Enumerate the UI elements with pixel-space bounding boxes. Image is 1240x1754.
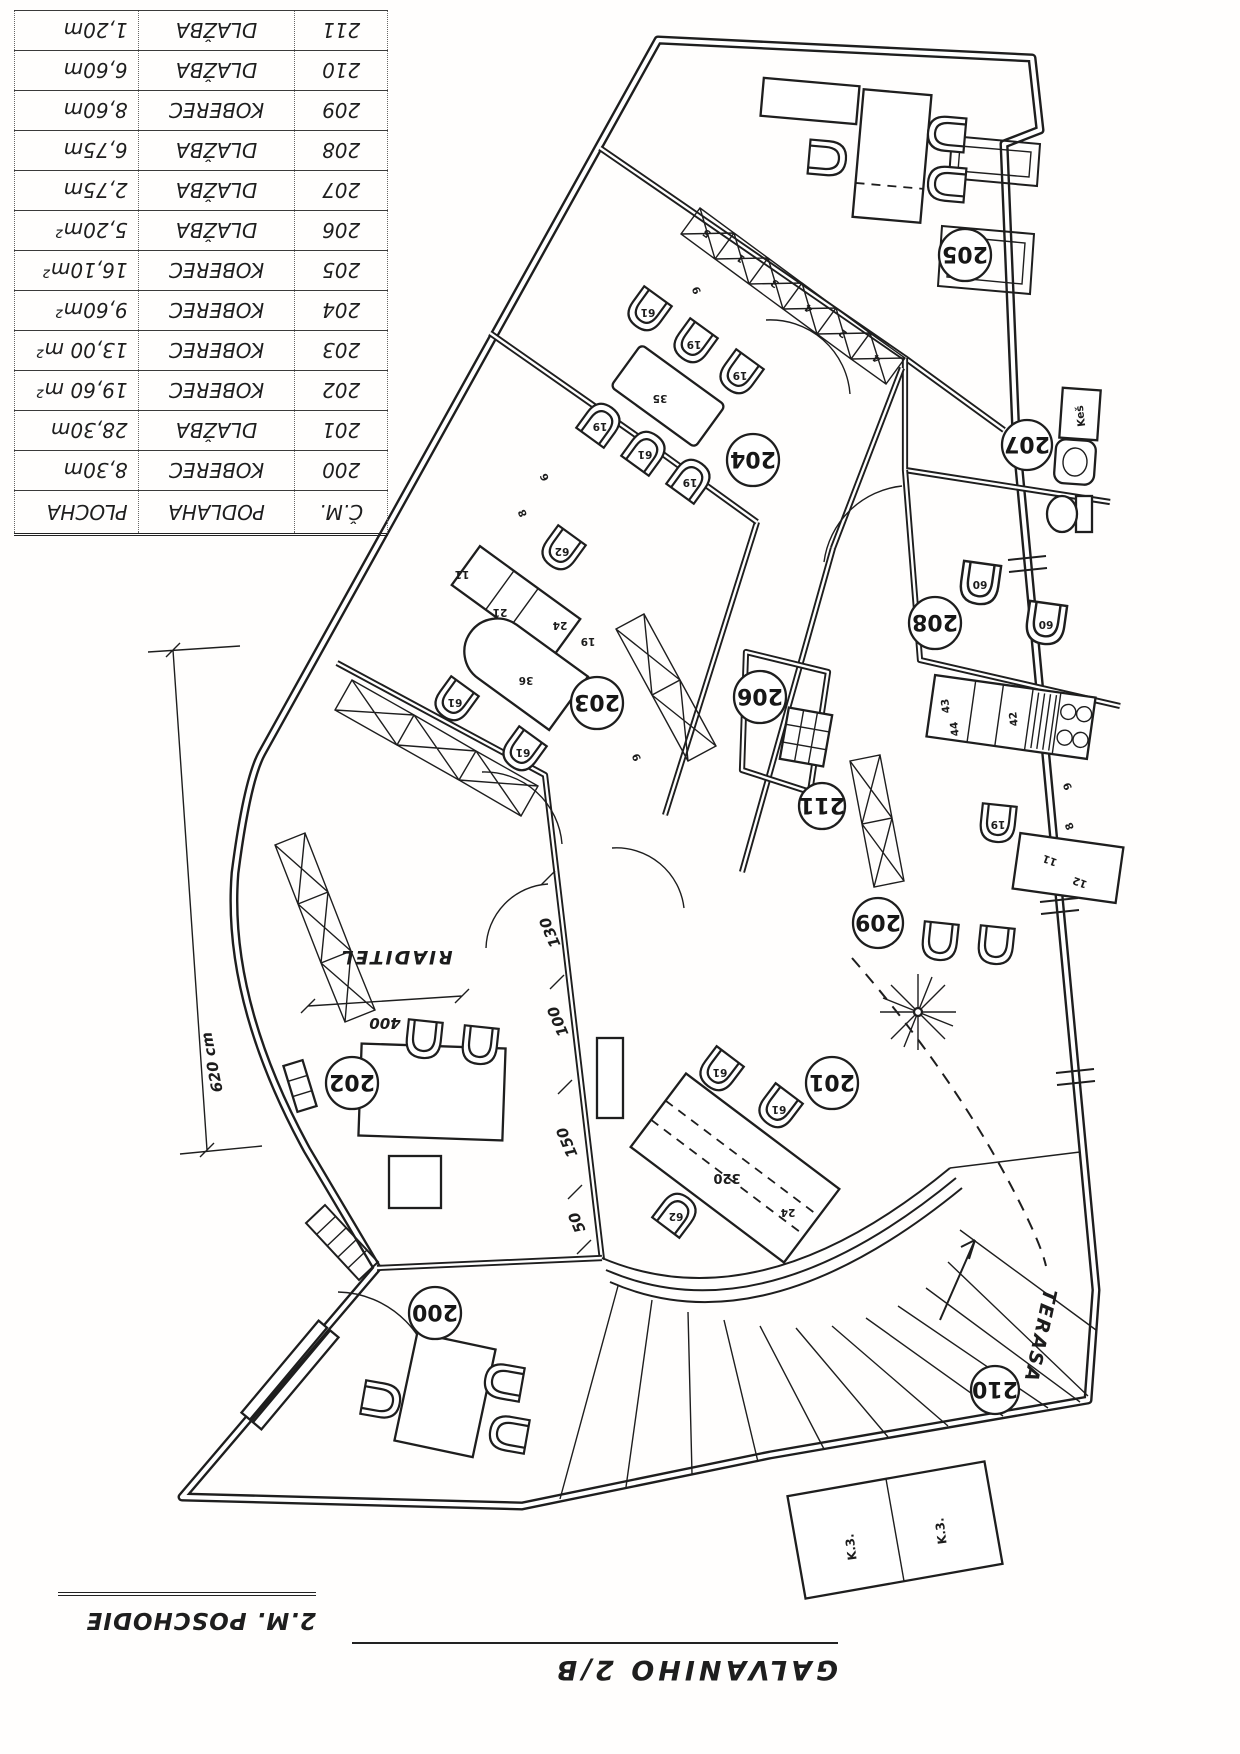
room-number-208: 208 [912,609,958,634]
room-number-205: 205 [942,241,988,266]
dim-6: 6 [538,471,552,483]
cell-floor: KOBEREC [138,371,295,411]
dim-9: 9 [630,751,644,763]
table-number: 11 [1041,851,1059,869]
washbasin-number: 60 [1038,618,1054,630]
room-label-202 [326,1057,378,1109]
wall-dim: 9 [1061,780,1075,792]
sink-icon [1054,439,1097,486]
chair-number: 19 [990,818,1006,830]
cabinet-number: 43 [939,698,953,714]
floor-title: 2.M. POSCHODIE [58,1592,316,1644]
table-number: 320 [713,1170,741,1185]
room-number-203: 203 [574,689,620,714]
wardrobe-cell-number: 1 [734,250,748,266]
room-number-201: 201 [809,1069,855,1094]
legend-row [15,331,388,371]
wall-dim: 8 [1063,820,1077,832]
dim-50: 50 [564,1209,590,1236]
room-number-206: 206 [737,683,783,708]
legend-row [15,291,388,331]
toilet-icon [1047,496,1092,532]
legend-row [15,131,388,171]
legend-header-area: PLOCHA [15,491,139,535]
cell-floor: DLAŽBA [138,51,295,91]
cabinet-number: 44 [948,721,962,737]
chair-number: 19 [732,369,748,381]
room-number-207: 207 [1004,431,1050,456]
chair-number: 19 [682,476,698,488]
cell-room: 202 [295,371,388,411]
chair-number: 61 [640,306,656,318]
cell-floor: KOBEREC [138,451,295,491]
room-legend-table [14,10,388,536]
furniture-room-205 [761,78,967,223]
legend-row [15,451,388,491]
cell-room: 206 [295,211,388,251]
cell-area: 5,20m² [15,211,139,251]
table-number: 35 [652,392,668,404]
chair-number: 61 [447,696,463,708]
room-label-208 [909,597,961,649]
cell-room: 200 [295,451,388,491]
dim-8: 8 [516,507,530,519]
palm-plant-icon [880,974,956,1050]
cell-area: 6,60m [15,51,139,91]
stairs-direction-arrow-icon [940,1240,975,1320]
label-k3: K.3. [932,1516,950,1546]
dim-150: 150 [552,1124,582,1161]
furniture-room-202 [283,1019,505,1208]
room-label-207 [1002,420,1052,470]
washbasin-number: 60 [972,578,988,590]
room-label-203 [571,677,623,729]
cabinet-number: 21 [492,606,508,618]
room-number-202: 202 [329,1069,375,1094]
cell-room: 201 [295,411,388,451]
cell-floor: DLAŽBA [138,411,295,451]
cell-area: 1,20m [15,11,139,51]
cell-room: 204 [295,291,388,331]
cell-area: 6,75m [15,131,139,171]
legend-table [14,10,388,536]
cabinet-number: 11 [454,568,470,580]
room-number-210: 210 [972,1376,1018,1401]
label-k3: K.3. [842,1532,860,1562]
dim-400: 400 [369,1014,401,1032]
wardrobe-cell-number: 4 [802,300,816,316]
legend-row [15,171,388,211]
chair-number: 61 [637,448,653,460]
fixtures-room-208 [958,561,1067,647]
cabinet-number: 19 [580,635,596,647]
cell-area: 2,75m [15,171,139,211]
wardrobe-cell-number: 5 [700,225,714,241]
cell-area: 13,00 m² [15,331,139,371]
room-label-204 [727,434,779,486]
cell-area: 8,30m [15,451,139,491]
legend-row [15,371,388,411]
room-number-204: 204 [730,446,776,471]
legend-header-row [15,491,388,535]
room-label-205 [939,229,991,281]
cabinet-number: 24 [552,619,568,631]
legend-header-floor: PODLAHA [138,491,295,535]
terrace [787,958,1046,1599]
desk-number: 36 [518,674,534,686]
wardrobe-cell-number: 2 [836,325,850,341]
legend-row [15,91,388,131]
cell-room: 208 [295,131,388,171]
chair-number: 61 [712,1066,728,1078]
cell-area: 16,10m² [15,251,139,291]
cell-floor: DLAŽBA [138,11,295,51]
room-label-201 [806,1057,858,1109]
cell-room: 211 [295,11,388,51]
cell-room: 205 [295,251,388,291]
dim-130: 130 [535,914,565,951]
cell-floor: KOBEREC [138,291,295,331]
room-number-211: 211 [799,792,845,817]
dim-620cm: 620 cm [197,1030,227,1094]
wardrobe-cell-number: 4 [870,350,884,366]
building-title: GALVANIHO 2/B [352,1642,838,1696]
cell-area: 19,60 m² [15,371,139,411]
kitchen-room-209 [921,675,1123,966]
cell-area: 9,60m² [15,291,139,331]
cell-room: 207 [295,171,388,211]
fridge-number: 42 [1007,711,1021,727]
room-label-200 [409,1287,461,1339]
room-number-200: 200 [412,1299,458,1324]
room-label-210 [971,1366,1019,1414]
boiler-label: Keš [1073,404,1089,428]
legend-header-room: Č.M. [295,491,388,535]
table-number: 12 [1071,873,1089,891]
legend-row [15,251,388,291]
chair-number: 19 [686,338,702,350]
room-label-209 [853,898,903,948]
table-dim: 24 [780,1206,796,1218]
legend-row [15,411,388,451]
cell-area: 8,60m [15,91,139,131]
cell-room: 210 [295,51,388,91]
chair-number: 62 [554,545,570,557]
k3-cabinet-block [787,1461,1002,1598]
sink-room-211 [780,708,832,767]
legend-row [15,11,388,51]
cell-floor: KOBEREC [138,91,295,131]
cell-floor: DLAŽBA [138,211,295,251]
wall-pillar [597,1038,623,1118]
chair-number: 61 [515,746,531,758]
legend-row [15,211,388,251]
chair-number: 62 [668,1210,684,1222]
cell-area: 28,30m [15,411,139,451]
label-terasa: TERASA [1019,1286,1061,1386]
chair-number: 61 [771,1103,787,1115]
room-label-206 [734,671,786,723]
cell-floor: KOBEREC [138,331,295,371]
cell-floor: DLAŽBA [138,131,295,171]
wardrobe-cell-number: 3 [768,275,782,291]
dim-9: 9 [690,284,704,296]
label-riaditel: RIADITEL [339,946,453,968]
dim-100: 100 [543,1003,573,1040]
cell-room: 209 [295,91,388,131]
legend-row [15,51,388,91]
cell-floor: DLAŽBA [138,171,295,211]
fixtures-room-207 [1047,388,1101,532]
cell-room: 203 [295,331,388,371]
room-label-211 [799,783,845,829]
furniture-room-200 [360,1333,529,1457]
cell-floor: KOBEREC [138,251,295,291]
chair-number: 19 [592,420,608,432]
room-number-209: 209 [855,909,901,934]
